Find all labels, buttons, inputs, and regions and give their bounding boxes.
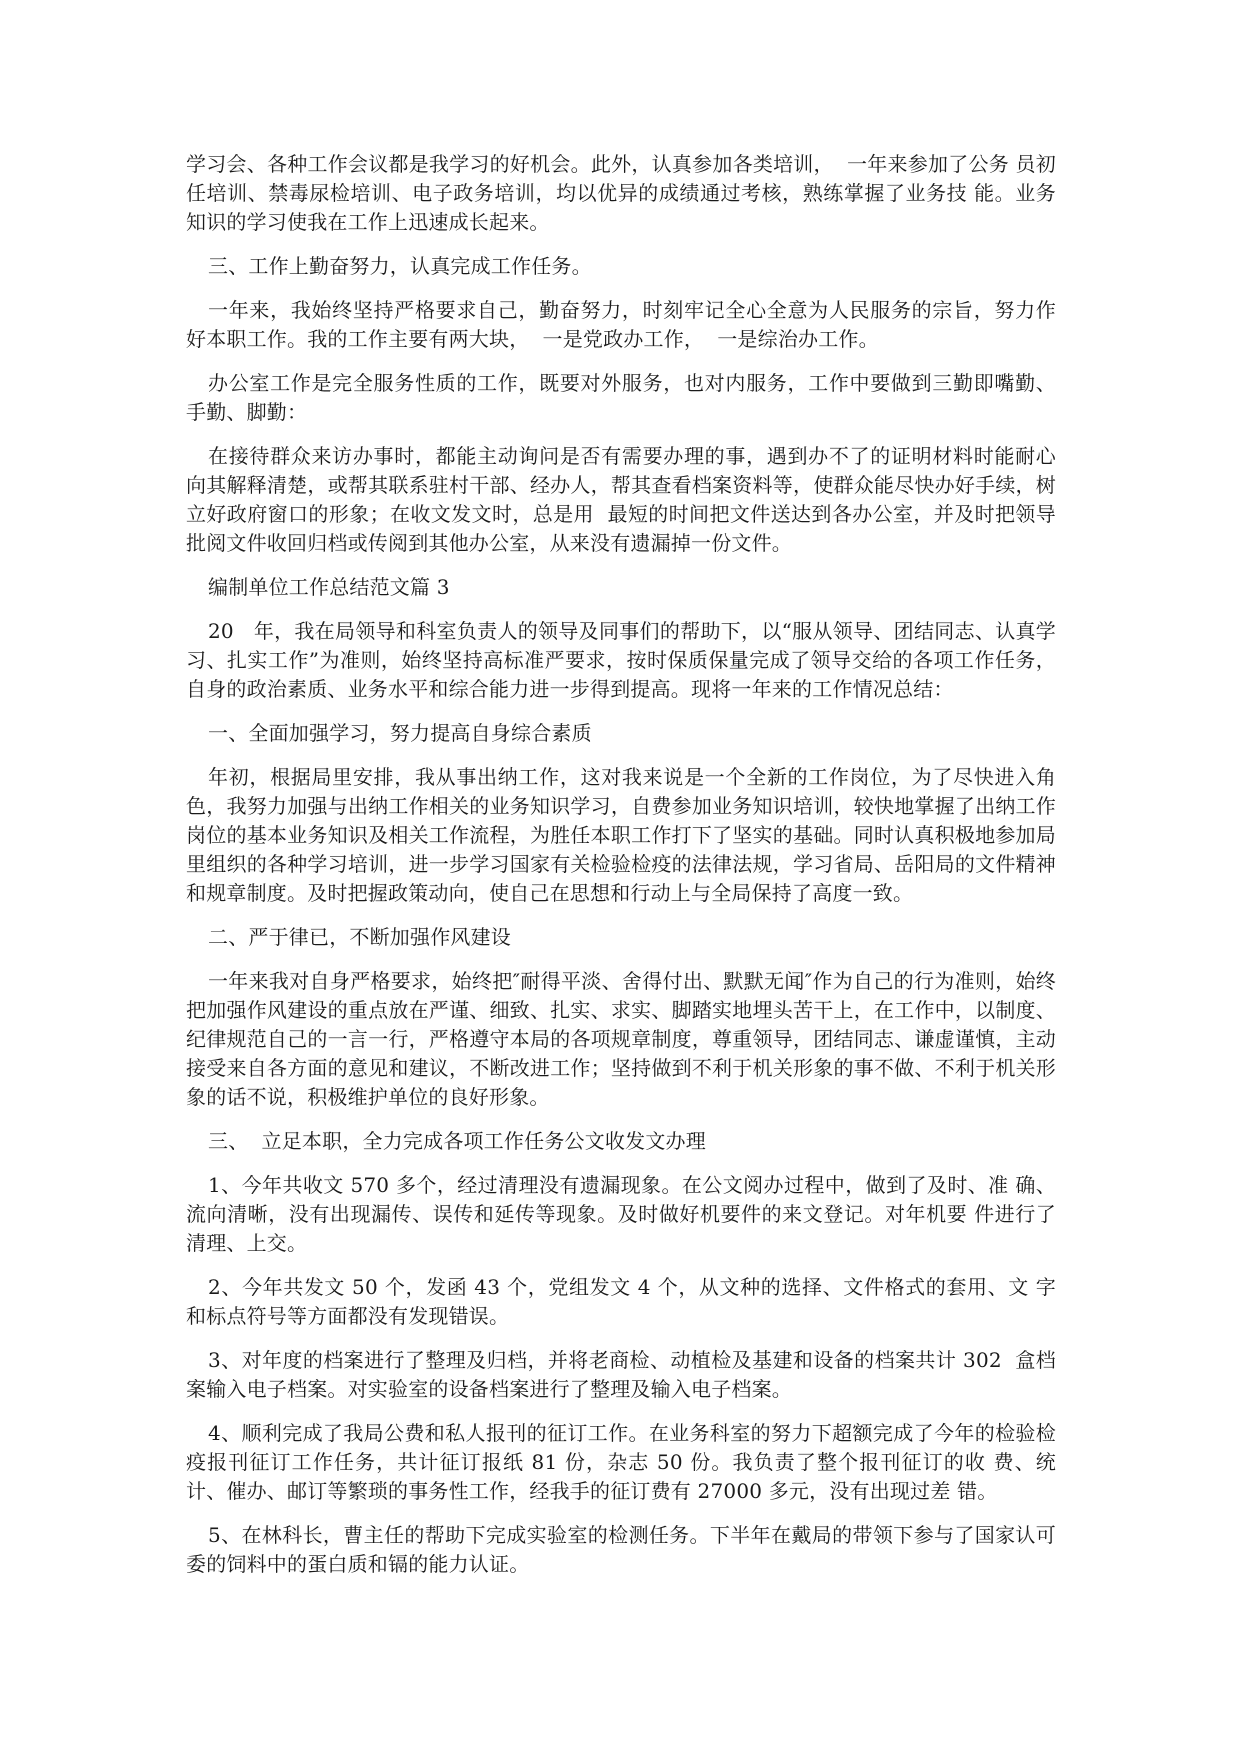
article-title-part-3: 编制单位工作总结范文篇 3 [208, 575, 450, 599]
section-heading-duties: 三、 立足本职，全力完成各项工作任务公文收发文办理 [208, 1129, 706, 1153]
list-item-received-documents: 1、今年共收文 570 多个，经过清理没有遗漏现象。在公文阅办过程中，做到了及时、准 确、流向清晰，没有出现漏传、误传和延传等现象。及时做好机要件的来文登记。对年机要 件进行了清理、上交。 [186, 1173, 1056, 1255]
paragraph-continuation: 学习会、各种工作会议都是我学习的好机会。此外，认真参加各类培训， 一年来参加了公务 员初任培训、禁毒尿检培训、电子政务培训，均以优异的成绩通过考核，熟练掌握了业务技 能。业务知识的学习使我在工作上迅速成长起来。 [186, 152, 1056, 234]
paragraph-work-summary: 一年来，我始终坚持严格要求自己，勤奋努力，时刻牢记全心全意为人民服务的宗旨，努力作好本职工作。我的工作主要有两大块， 一是党政办工作， 一是综治办工作。 [186, 298, 1056, 351]
section-heading-discipline: 二、严于律已，不断加强作风建设 [208, 925, 511, 949]
section-heading-study: 一、全面加强学习，努力提高自身综合素质 [208, 721, 592, 745]
paragraph-reception: 在接待群众来访办事时，都能主动询问是否有需要办理的事，遇到办不了的证明材料时能耐心向其解释清楚，或帮其联系驻村干部、经办人，帮其查看档案资料等，使群众能尽快办好手续，树立好政府窗口的形象；在收文发文时，总是用 最短的时间把文件送达到各办公室，并及时把领导批阅文件收回归档或传阅到其他办公室，从来没有遗漏掉一份文件。 [186, 444, 1056, 555]
section-heading-work-diligence: 三、工作上勤奋努力，认真完成工作任务。 [208, 254, 592, 278]
paragraph-office-service: 办公室工作是完全服务性质的工作，既要对外服务，也对内服务，工作中要做到三勤即嘴勤、手勤、脚勤： [186, 371, 1056, 424]
list-item-issued-documents: 2、今年共发文 50 个，发函 43 个，党组发文 4 个，从文种的选择、文件格式的套用、文 字和标点符号等方面都没有发现错误。 [186, 1275, 1056, 1328]
paragraph-study: 年初，根据局里安排，我从事出纳工作，这对我来说是一个全新的工作岗位，为了尽快进入角色，我努力加强与出纳工作相关的业务知识学习，自费参加业务知识培训，较快地掌握了出纳工作岗位的基本业务知识及相关工作流程，为胜任本职工作打下了坚实的基础。同时认真积极地参加局里组织的各种学习培训，进一步学习国家有关检验检疫的法律法规，学习省局、岳阳局的文件精神和规章制度。及时把握政策动向，使自己在思想和行动上与全局保持了高度一致。 [186, 765, 1056, 905]
list-item-archives: 3、对年度的档案进行了整理及归档，并将老商检、动植检及基建和设备的档案共计 302 盒档案输入电子档案。对实验室的设备档案进行了整理及输入电子档案。 [186, 1348, 1056, 1401]
list-item-subscriptions: 4、顺利完成了我局公费和私人报刊的征订工作。在业务科室的努力下超额完成了今年的检验检疫报刊征订工作任务，共计征订报纸 81 份，杂志 50 份。我负责了整个报刊征订的收 费、统计、催办、邮订等繁琐的事务性工作，经我手的征订费有 27000 多元，没有出现过差 错。 [186, 1421, 1056, 1503]
paragraph-discipline: 一年来我对自身严格要求，始终把″耐得平淡、舍得付出、默默无闻″作为自己的行为准则，始终把加强作风建设的重点放在严谨、细致、扎实、求实、脚踏实地埋头苦干上，在工作中，以制度、纪律规范自己的一言一行，严格遵守本局的各项规章制度，尊重领导，团结同志、谦虚谨慎，主动接受来自各方面的意见和建议，不断改进工作；坚持做到不利于机关形象的事不做、不利于机关形象的话不说，积极维护单位的良好形象。 [186, 969, 1056, 1109]
paragraph-intro: 20 年，我在局领导和科室负责人的领导及同事们的帮助下，以“服从领导、团结同志、认真学习、扎实工作”为准则，始终坚持高标准严要求，按时保质保量完成了领导交给的各项工作任务，自身的政治素质、业务水平和综合能力进一步得到提高。现将一年来的工作情况总结： [186, 619, 1056, 701]
document-page [186, 150, 1056, 1594]
list-item-lab-testing: 5、在林科长，曹主任的帮助下完成实验室的检测任务。下半年在戴局的带领下参与了国家认可委的饲料中的蛋白质和镉的能力认证。 [186, 1523, 1056, 1576]
